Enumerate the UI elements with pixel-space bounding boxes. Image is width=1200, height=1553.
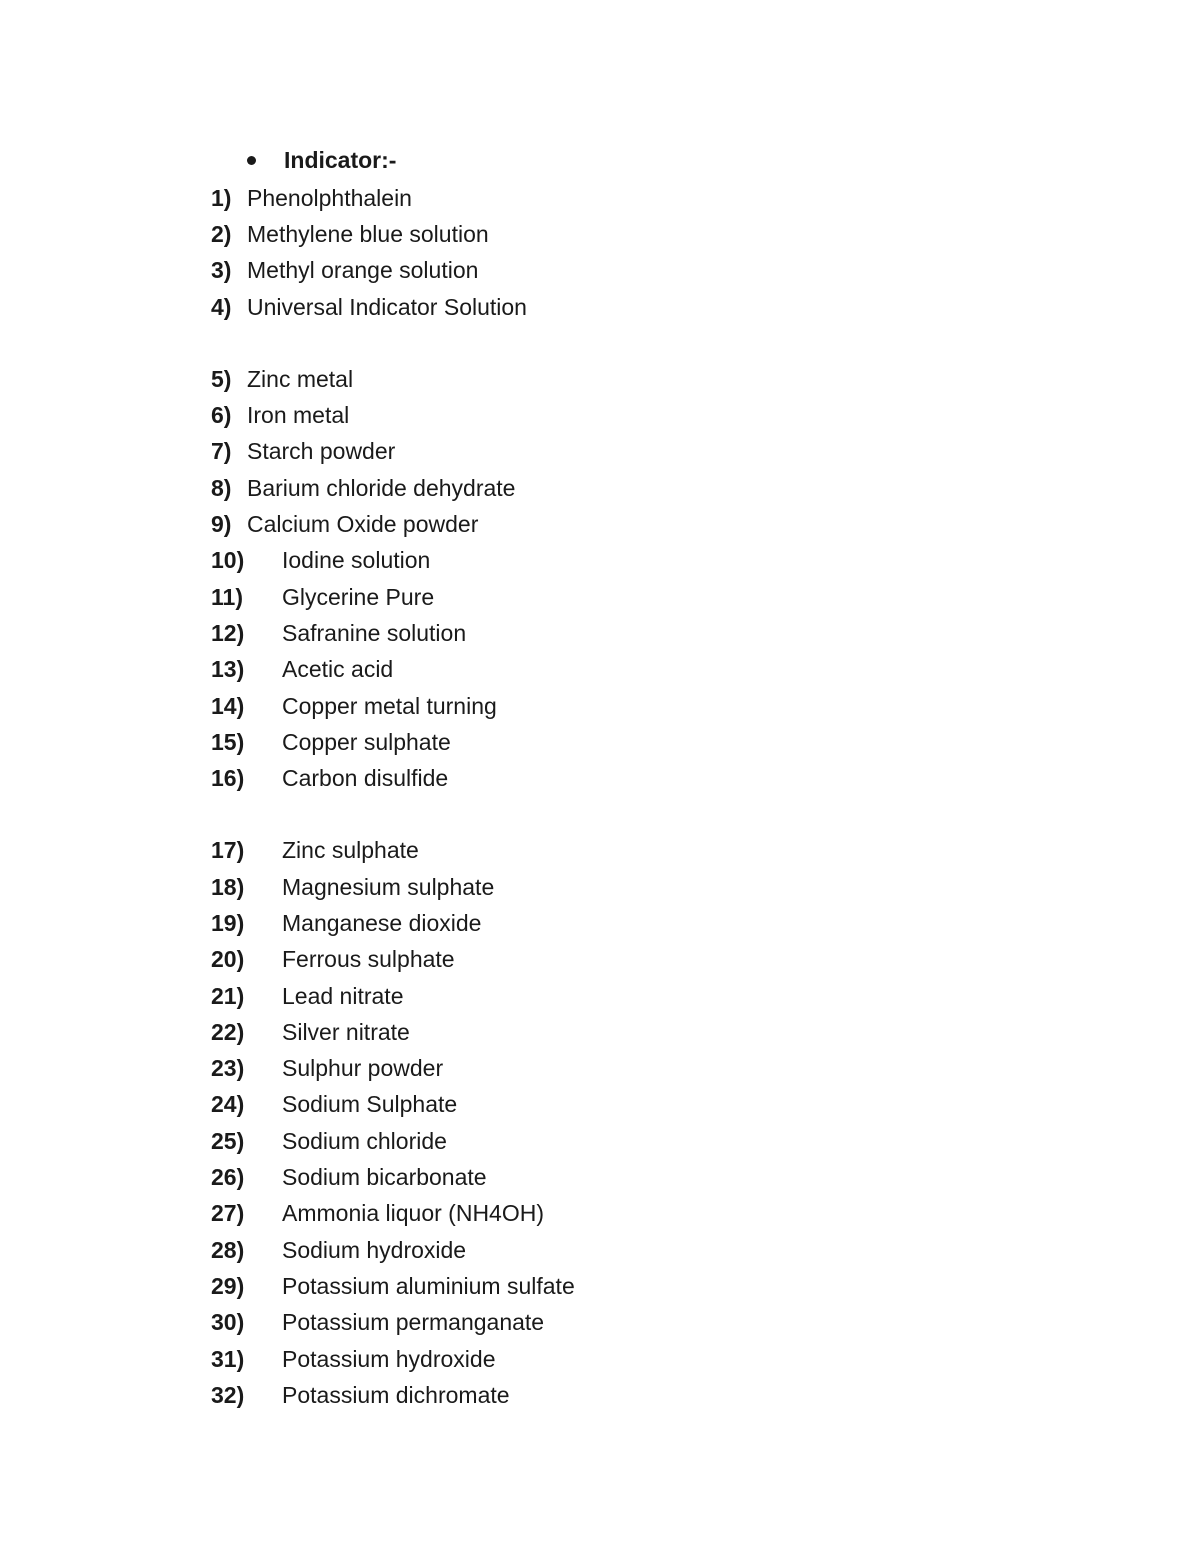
list-item-number: 25) [211, 1127, 245, 1154]
list-item [211, 724, 911, 760]
list-item-number: 20) [211, 946, 245, 973]
list-item-text: Phenolphthalein [247, 184, 412, 211]
list-item [211, 905, 911, 941]
list-item [211, 1123, 911, 1159]
list-item [211, 434, 911, 470]
list-item [211, 1268, 911, 1304]
list-item [211, 869, 911, 905]
list-item-text: Manganese dioxide [282, 909, 482, 936]
list-item-number: 26) [211, 1164, 245, 1191]
list-item-number: 23) [211, 1055, 245, 1082]
list-item-text: Potassium aluminium sulfate [282, 1272, 575, 1299]
list-item-text: Starch powder [247, 438, 396, 465]
list-item-text: Silver nitrate [282, 1018, 410, 1045]
list-item [211, 397, 911, 433]
list-item-text: Methylene blue solution [247, 220, 489, 247]
list-item-text: Copper metal turning [282, 692, 497, 719]
list-item [211, 688, 911, 724]
list-item-number: 21) [211, 982, 245, 1009]
list-item-text: Zinc metal [247, 365, 354, 392]
list-item-text: Iron metal [247, 402, 350, 429]
list-item-number: 1) [211, 184, 232, 211]
list-item-number: 14) [211, 692, 245, 719]
list-item-number: 5) [211, 365, 232, 392]
list-item-number: 29) [211, 1272, 245, 1299]
list-item-number: 12) [211, 619, 245, 646]
list-item-number: 15) [211, 728, 245, 755]
list-item-number: 13) [211, 656, 245, 683]
list-item-number: 2) [211, 220, 232, 247]
list-item-text: Ammonia liquor (NH4OH) [282, 1200, 545, 1227]
list-item-number: 19) [211, 909, 245, 936]
list-item-text: Zinc sulphate [282, 837, 419, 864]
list-item-text: Iodine solution [282, 547, 431, 574]
list-item-number: 18) [211, 873, 245, 900]
list-item-number: 30) [211, 1309, 245, 1336]
list-item [211, 579, 911, 615]
list-item [211, 216, 911, 252]
list-item-number: 10) [211, 547, 245, 574]
list-item-number: 16) [211, 765, 245, 792]
list-item-text: Magnesium sulphate [282, 873, 495, 900]
list-item-text: Barium chloride dehydrate [247, 474, 516, 501]
list-item-number: 7) [211, 438, 232, 465]
list-item [211, 760, 911, 796]
list-item [211, 180, 911, 216]
list-item [211, 652, 911, 688]
chemical-list [211, 180, 911, 1414]
list-item-text: Sodium Sulphate [282, 1091, 458, 1118]
list-item [211, 253, 911, 289]
list-item [211, 289, 911, 325]
list-item-number: 3) [211, 257, 232, 284]
list-item [211, 1377, 911, 1413]
list-item-text: Potassium dichromate [282, 1381, 510, 1408]
list-item-text: Carbon disulfide [282, 765, 449, 792]
list-item [211, 1159, 911, 1195]
list-item [211, 543, 911, 579]
list-item-number: 32) [211, 1381, 245, 1408]
list-item [211, 1196, 911, 1232]
list-item-text: Methyl orange solution [247, 257, 479, 284]
list-item-number: 31) [211, 1345, 245, 1372]
section-heading [243, 145, 396, 175]
list-item [211, 1341, 911, 1377]
list-item-text: Copper sulphate [282, 728, 451, 755]
list-item [211, 942, 911, 978]
list-item-text: Sodium hydroxide [282, 1236, 467, 1263]
bullet-icon [247, 156, 256, 165]
list-item-number: 22) [211, 1018, 245, 1045]
list-item-text: Ferrous sulphate [282, 946, 455, 973]
list-item-number: 17) [211, 837, 245, 864]
list-item [211, 1232, 911, 1268]
list-item-text: Sulphur powder [282, 1055, 444, 1082]
list-item [211, 1051, 911, 1087]
blank-line [211, 325, 911, 361]
list-item [211, 470, 911, 506]
list-item [211, 615, 911, 651]
list-item [211, 361, 911, 397]
list-item-text: Universal Indicator Solution [247, 293, 527, 320]
list-item-text: Potassium hydroxide [282, 1345, 496, 1372]
list-item-number: 6) [211, 402, 232, 429]
list-item-text: Safranine solution [282, 619, 467, 646]
list-item-text: Lead nitrate [282, 982, 404, 1009]
heading-text: Indicator:- [284, 146, 397, 173]
list-item [211, 1014, 911, 1050]
list-item [211, 1087, 911, 1123]
list-item-text: Sodium bicarbonate [282, 1164, 487, 1191]
list-item-text: Potassium permanganate [282, 1309, 545, 1336]
list-item [211, 978, 911, 1014]
list-item [211, 1305, 911, 1341]
list-item-number: 8) [211, 474, 232, 501]
list-item-number: 28) [211, 1236, 245, 1263]
list-item-number: 27) [211, 1200, 245, 1227]
list-item-text: Calcium Oxide powder [247, 511, 479, 538]
list-item-text: Sodium chloride [282, 1127, 447, 1154]
list-item-text: Acetic acid [282, 656, 394, 683]
list-item-number: 4) [211, 293, 232, 320]
list-item [211, 833, 911, 869]
list-item [211, 506, 911, 542]
list-item-number: 9) [211, 511, 232, 538]
list-item-text: Glycerine Pure [282, 583, 435, 610]
list-item-number: 24) [211, 1091, 245, 1118]
list-item-number: 11) [211, 583, 243, 610]
blank-line [211, 797, 911, 833]
